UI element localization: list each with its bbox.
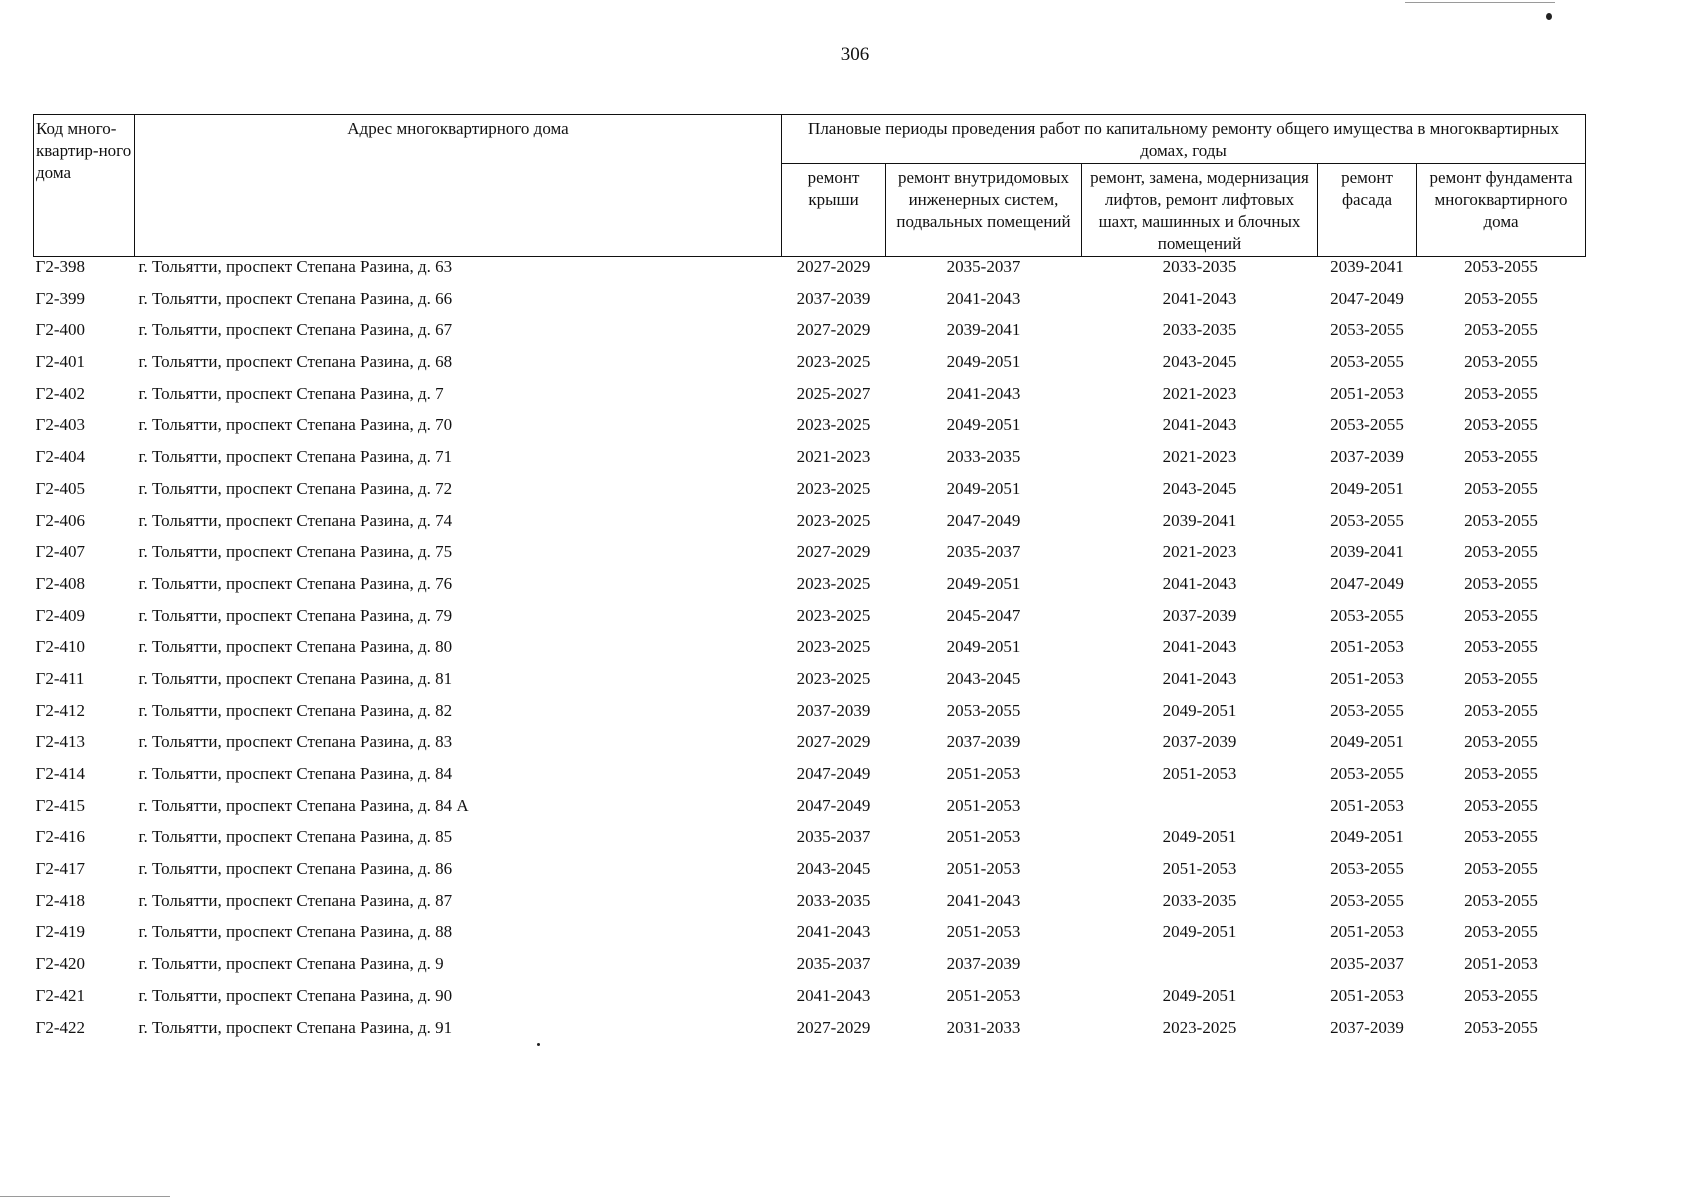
table-row xyxy=(34,384,1586,416)
cell-foundation: 2053-2055 xyxy=(1464,922,1538,942)
cell-foundation: 2053-2055 xyxy=(1464,510,1538,530)
cell-address: г. Тольятти, проспект Степана Разина, д. 80 xyxy=(138,637,453,657)
cell-facade: 2047-2049 xyxy=(1330,288,1404,308)
cell-foundation: 2053-2055 xyxy=(1464,383,1538,403)
table-row xyxy=(34,732,1586,764)
cell-address: г. Тольятти, проспект Степана Разина, д. 84 xyxy=(138,764,453,783)
cell-elevators: 2049-2051 xyxy=(1162,922,1237,942)
cell-foundation: 2053-2055 xyxy=(1464,288,1538,308)
scan-speck xyxy=(1546,13,1552,20)
page-number: 306 xyxy=(840,44,870,65)
cell-address: г. Тольятти, проспект Степана Разина, д. 86 xyxy=(138,859,453,879)
cell-foundation: 2053-2055 xyxy=(1464,542,1538,562)
cell-facade: 2051-2053 xyxy=(1330,637,1404,657)
cell-code: Г2-412 xyxy=(35,700,85,720)
table-row xyxy=(34,574,1586,606)
cell-facade: 2049-2051 xyxy=(1330,827,1404,847)
scan-edge-line-top xyxy=(1405,2,1555,3)
cell-code: Г2-401 xyxy=(35,352,85,372)
cell-elevators: 2037-2039 xyxy=(1162,605,1237,625)
cell-code: Г2-407 xyxy=(35,542,85,562)
cell-facade: 2049-2051 xyxy=(1330,732,1404,752)
capital-repair-schedule-table xyxy=(33,114,1586,1049)
cell-address: г. Тольятти, проспект Степана Разина, д. 82 xyxy=(138,700,453,720)
cell-engineering: 2049-2051 xyxy=(946,415,1021,435)
cell-code: Г2-399 xyxy=(35,288,85,308)
cell-engineering: 2037-2039 xyxy=(946,954,1021,974)
cell-elevators: 2043-2045 xyxy=(1162,478,1237,498)
cell-facade: 2051-2053 xyxy=(1330,795,1404,815)
cell-code: Г2-402 xyxy=(35,383,85,403)
cell-elevators xyxy=(1082,954,1318,986)
cell-engineering: 2049-2051 xyxy=(946,478,1021,498)
table-row xyxy=(34,352,1586,384)
cell-elevators: 2021-2023 xyxy=(1162,447,1237,467)
cell-code: Г2-410 xyxy=(35,637,85,657)
table-row xyxy=(34,891,1586,923)
cell-facade: 2053-2055 xyxy=(1330,320,1404,340)
cell-address: г. Тольятти, проспект Степана Разина, д. 71 xyxy=(138,447,453,467)
table-row xyxy=(34,479,1586,511)
header-periods-group: Плановые периоды проведения работ по капитальному ремонту общего имущества в многоквартирных домах, годы xyxy=(782,115,1586,164)
cell-engineering: 2051-2053 xyxy=(946,922,1021,942)
table-row xyxy=(34,289,1586,321)
cell-foundation: 2053-2055 xyxy=(1464,764,1538,783)
cell-engineering: 2049-2051 xyxy=(946,637,1021,657)
table-row xyxy=(34,511,1586,543)
scan-speck xyxy=(537,1043,540,1046)
header-facade: ремонт фасада xyxy=(1318,164,1417,257)
cell-code: Г2-404 xyxy=(35,447,85,467)
cell-code: Г2-414 xyxy=(35,764,85,783)
cell-elevators: 2041-2043 xyxy=(1162,288,1237,308)
cell-foundation: 2053-2055 xyxy=(1464,985,1538,1005)
cell-foundation: 2053-2055 xyxy=(1464,732,1538,752)
cell-code: Г2-420 xyxy=(35,954,85,974)
table-row xyxy=(34,764,1586,796)
cell-elevators: 2023-2025 xyxy=(1162,1017,1237,1037)
table-row xyxy=(34,257,1586,289)
cell-engineering: 2031-2033 xyxy=(946,1017,1021,1037)
cell-roof: 2027-2029 xyxy=(796,1017,871,1037)
cell-engineering: 2039-2041 xyxy=(946,320,1021,340)
cell-roof: 2027-2029 xyxy=(796,257,871,276)
cell-engineering: 2051-2053 xyxy=(946,764,1021,783)
cell-code: Г2-411 xyxy=(35,668,85,688)
cell-elevators: 2041-2043 xyxy=(1162,637,1237,657)
table-row xyxy=(34,954,1586,986)
cell-roof: 2023-2025 xyxy=(796,573,871,593)
cell-facade: 2053-2055 xyxy=(1330,352,1404,372)
cell-elevators: 2043-2045 xyxy=(1162,352,1237,372)
cell-facade: 2053-2055 xyxy=(1330,859,1404,879)
cell-code: Г2-416 xyxy=(35,827,85,847)
cell-engineering: 2051-2053 xyxy=(946,795,1021,815)
cell-elevators: 2021-2023 xyxy=(1162,542,1237,562)
cell-elevators: 2051-2053 xyxy=(1162,859,1237,879)
cell-elevators: 2033-2035 xyxy=(1162,320,1237,340)
cell-facade: 2051-2053 xyxy=(1330,985,1404,1005)
table-row xyxy=(34,827,1586,859)
cell-foundation: 2053-2055 xyxy=(1464,352,1538,372)
cell-code: Г2-419 xyxy=(35,922,85,942)
cell-engineering: 2049-2051 xyxy=(946,352,1021,372)
table-row xyxy=(34,986,1586,1018)
cell-facade: 2047-2049 xyxy=(1330,573,1404,593)
cell-engineering: 2033-2035 xyxy=(946,447,1021,467)
cell-facade: 2037-2039 xyxy=(1330,447,1404,467)
cell-address: г. Тольятти, проспект Степана Разина, д. 9 xyxy=(138,954,444,974)
cell-facade: 2051-2053 xyxy=(1330,383,1404,403)
cell-engineering: 2037-2039 xyxy=(946,732,1021,752)
cell-foundation: 2053-2055 xyxy=(1464,668,1538,688)
cell-address: г. Тольятти, проспект Степана Разина, д. 91 xyxy=(138,1017,453,1037)
cell-code: Г2-418 xyxy=(35,890,85,910)
cell-engineering: 2045-2047 xyxy=(946,605,1021,625)
cell-roof: 2035-2037 xyxy=(796,827,871,847)
table-row xyxy=(34,606,1586,638)
cell-engineering: 2041-2043 xyxy=(946,890,1021,910)
cell-roof: 2023-2025 xyxy=(796,415,871,435)
cell-roof: 2041-2043 xyxy=(796,985,871,1005)
cell-roof: 2023-2025 xyxy=(796,478,871,498)
cell-elevators: 2033-2035 xyxy=(1162,257,1237,276)
cell-roof: 2023-2025 xyxy=(796,605,871,625)
cell-address: г. Тольятти, проспект Степана Разина, д. 83 xyxy=(138,732,453,752)
cell-engineering: 2043-2045 xyxy=(946,668,1021,688)
cell-foundation: 2053-2055 xyxy=(1464,415,1538,435)
cell-elevators: 2041-2043 xyxy=(1162,573,1237,593)
header-elevators: ремонт, замена, модернизация лифтов, ремонт лифтовых шахт, машинных и блочных помещений xyxy=(1082,164,1318,257)
cell-code: Г2-415 xyxy=(35,795,85,815)
table-header xyxy=(34,115,1586,257)
header-roof: ремонт крыши xyxy=(782,164,886,257)
cell-facade: 2037-2039 xyxy=(1330,1017,1404,1037)
cell-address: г. Тольятти, проспект Степана Разина, д. 68 xyxy=(138,352,453,372)
table-row xyxy=(34,320,1586,352)
cell-code: Г2-398 xyxy=(35,257,85,276)
cell-roof: 2023-2025 xyxy=(796,668,871,688)
cell-elevators: 2051-2053 xyxy=(1162,764,1237,783)
cell-code: Г2-417 xyxy=(35,859,85,879)
cell-elevators: 2021-2023 xyxy=(1162,383,1237,403)
cell-elevators: 2041-2043 xyxy=(1162,415,1237,435)
cell-elevators: 2037-2039 xyxy=(1162,732,1237,752)
cell-code: Г2-406 xyxy=(35,510,85,530)
cell-elevators: 2049-2051 xyxy=(1162,700,1237,720)
cell-address: г. Тольятти, проспект Степана Разина, д. 88 xyxy=(138,922,453,942)
cell-foundation: 2053-2055 xyxy=(1464,795,1538,815)
cell-facade: 2053-2055 xyxy=(1330,890,1404,910)
table-row xyxy=(34,1018,1586,1050)
header-code: Код много-квартир-ного дома xyxy=(34,115,135,257)
cell-address: г. Тольятти, проспект Степана Разина, д. 72 xyxy=(138,478,453,498)
cell-address: г. Тольятти, проспект Степана Разина, д. 66 xyxy=(138,288,453,308)
cell-address: г. Тольятти, проспект Степана Разина, д. 67 xyxy=(138,320,453,340)
cell-roof: 2023-2025 xyxy=(796,510,871,530)
cell-foundation: 2051-2053 xyxy=(1464,954,1538,974)
cell-engineering: 2047-2049 xyxy=(946,510,1021,530)
cell-facade: 2053-2055 xyxy=(1330,510,1404,530)
cell-engineering: 2053-2055 xyxy=(946,700,1021,720)
cell-facade: 2053-2055 xyxy=(1330,764,1404,783)
cell-elevators: 2049-2051 xyxy=(1162,827,1237,847)
cell-engineering: 2051-2053 xyxy=(946,985,1021,1005)
cell-code: Г2-422 xyxy=(35,1017,85,1037)
cell-roof: 2043-2045 xyxy=(796,859,871,879)
cell-foundation: 2053-2055 xyxy=(1464,320,1538,340)
cell-roof: 2023-2025 xyxy=(796,352,871,372)
cell-engineering: 2051-2053 xyxy=(946,827,1021,847)
cell-foundation: 2053-2055 xyxy=(1464,447,1538,467)
header-foundation: ремонт фундамента многоквартирного дома xyxy=(1417,164,1586,257)
cell-elevators: 2039-2041 xyxy=(1162,510,1237,530)
cell-engineering: 2049-2051 xyxy=(946,573,1021,593)
cell-address: г. Тольятти, проспект Степана Разина, д. 70 xyxy=(138,415,453,435)
cell-roof: 2033-2035 xyxy=(796,890,871,910)
header-row-top xyxy=(34,115,1586,164)
cell-roof: 2037-2039 xyxy=(796,288,871,308)
cell-foundation: 2053-2055 xyxy=(1464,700,1538,720)
cell-code: Г2-421 xyxy=(35,985,85,1005)
cell-roof: 2047-2049 xyxy=(796,795,871,815)
cell-facade: 2051-2053 xyxy=(1330,922,1404,942)
cell-foundation: 2053-2055 xyxy=(1464,478,1538,498)
cell-address: г. Тольятти, проспект Степана Разина, д. 76 xyxy=(138,573,453,593)
cell-foundation: 2053-2055 xyxy=(1464,637,1538,657)
cell-engineering: 2041-2043 xyxy=(946,288,1021,308)
cell-engineering: 2035-2037 xyxy=(946,257,1021,276)
cell-engineering: 2051-2053 xyxy=(946,859,1021,879)
cell-address: г. Тольятти, проспект Степана Разина, д. 75 xyxy=(138,542,453,562)
cell-foundation: 2053-2055 xyxy=(1464,257,1538,276)
cell-engineering: 2041-2043 xyxy=(946,383,1021,403)
table-row xyxy=(34,796,1586,828)
cell-foundation: 2053-2055 xyxy=(1464,827,1538,847)
cell-foundation: 2053-2055 xyxy=(1464,573,1538,593)
cell-code: Г2-400 xyxy=(35,320,85,340)
cell-foundation: 2053-2055 xyxy=(1464,605,1538,625)
cell-foundation: 2053-2055 xyxy=(1464,859,1538,879)
scan-edge-line-bottom xyxy=(0,1196,170,1197)
cell-address: г. Тольятти, проспект Степана Разина, д. 84 А xyxy=(138,795,469,815)
cell-facade: 2035-2037 xyxy=(1330,954,1404,974)
cell-roof: 2027-2029 xyxy=(796,542,871,562)
cell-roof: 2037-2039 xyxy=(796,700,871,720)
cell-elevators: 2041-2043 xyxy=(1162,668,1237,688)
cell-elevators xyxy=(1082,796,1318,828)
cell-roof: 2025-2027 xyxy=(796,383,871,403)
header-engineering: ремонт внутридомовых инженерных систем, подвальных помещений xyxy=(886,164,1082,257)
cell-facade: 2039-2041 xyxy=(1330,257,1404,276)
cell-facade: 2049-2051 xyxy=(1330,478,1404,498)
table-row xyxy=(34,669,1586,701)
cell-code: Г2-413 xyxy=(35,732,85,752)
table-row xyxy=(34,922,1586,954)
cell-roof: 2027-2029 xyxy=(796,732,871,752)
table-row xyxy=(34,447,1586,479)
cell-code: Г2-405 xyxy=(35,478,85,498)
cell-code: Г2-408 xyxy=(35,573,85,593)
cell-code: Г2-409 xyxy=(35,605,85,625)
cell-engineering: 2035-2037 xyxy=(946,542,1021,562)
cell-address: г. Тольятти, проспект Степана Разина, д. 81 xyxy=(138,668,453,688)
cell-address: г. Тольятти, проспект Степана Разина, д. 79 xyxy=(138,605,453,625)
cell-facade: 2053-2055 xyxy=(1330,605,1404,625)
cell-foundation: 2053-2055 xyxy=(1464,1017,1538,1037)
cell-facade: 2051-2053 xyxy=(1330,668,1404,688)
cell-facade: 2053-2055 xyxy=(1330,415,1404,435)
cell-roof: 2027-2029 xyxy=(796,320,871,340)
cell-roof: 2021-2023 xyxy=(796,447,871,467)
cell-roof: 2041-2043 xyxy=(796,922,871,942)
cell-address: г. Тольятти, проспект Степана Разина, д. 63 xyxy=(138,257,453,276)
header-address: Адрес многоквартирного дома xyxy=(135,115,782,257)
cell-facade: 2039-2041 xyxy=(1330,542,1404,562)
cell-foundation: 2053-2055 xyxy=(1464,890,1538,910)
cell-elevators: 2049-2051 xyxy=(1162,985,1237,1005)
cell-roof: 2035-2037 xyxy=(796,954,871,974)
cell-address: г. Тольятти, проспект Степана Разина, д. 7 xyxy=(138,383,444,403)
cell-roof: 2023-2025 xyxy=(796,637,871,657)
table-row xyxy=(34,859,1586,891)
cell-address: г. Тольятти, проспект Степана Разина, д. 85 xyxy=(138,827,453,847)
cell-address: г. Тольятти, проспект Степана Разина, д. 90 xyxy=(138,985,453,1005)
cell-roof: 2047-2049 xyxy=(796,764,871,783)
cell-facade: 2053-2055 xyxy=(1330,700,1404,720)
table-row xyxy=(34,542,1586,574)
cell-elevators: 2033-2035 xyxy=(1162,890,1237,910)
table-body xyxy=(34,257,1586,1050)
table-row xyxy=(34,701,1586,733)
table-row xyxy=(34,637,1586,669)
cell-address: г. Тольятти, проспект Степана Разина, д. 87 xyxy=(138,890,453,910)
cell-code: Г2-403 xyxy=(35,415,85,435)
table-row xyxy=(34,415,1586,447)
cell-address: г. Тольятти, проспект Степана Разина, д. 74 xyxy=(138,510,453,530)
